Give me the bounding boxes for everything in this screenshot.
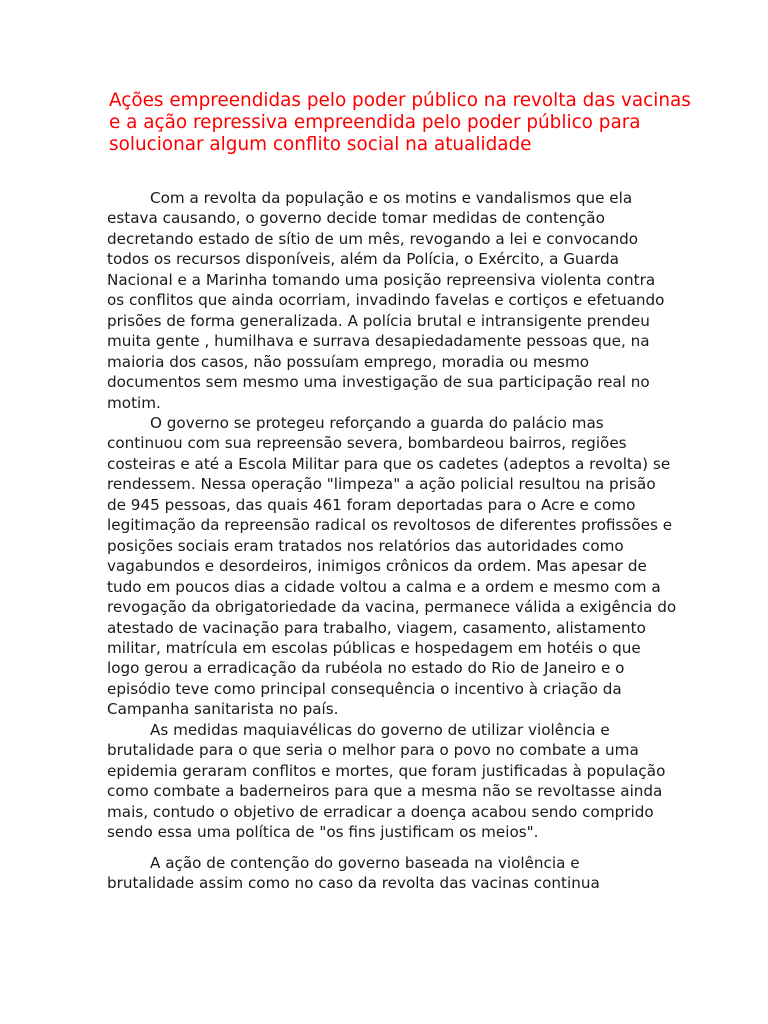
title-line: solucionar algum conflito social na atualidade [109, 134, 532, 155]
text-line: vagabundos e desordeiros, inimigos crônicos da ordem. Mas apesar de [107, 557, 647, 576]
title-line: Ações empreendidas pelo poder público na revolta das vacinas [109, 90, 691, 111]
text-line: militar, matrícula em escolas públicas e hospedagem em hotéis o que [107, 638, 641, 657]
text-line: O governo se protegeu reforçando a guarda do palácio mas [150, 413, 604, 432]
document-title [109, 90, 689, 156]
text-line: epidemia geraram conflitos e mortes, que foram justificadas à população [107, 761, 666, 780]
paragraph-1 [107, 188, 697, 413]
paragraph-2 [107, 413, 697, 720]
text-line: sendo essa uma política de "os fins justificam os meios". [107, 823, 539, 842]
text-line: documentos sem mesmo uma investigação de sua participação real no [107, 373, 650, 392]
text-line: costeiras e até a Escola Militar para que os cadetes (adeptos a revolta) se [107, 454, 671, 473]
text-line: atestado de vacinação para trabalho, viagem, casamento, alistamento [107, 618, 646, 637]
text-line: muita gente , humilhava e surrava desapiedadamente pessoas que, na [107, 332, 650, 351]
text-line: continuou com sua repreensão severa, bombardeou bairros, regiões [107, 434, 627, 453]
text-line: Com a revolta da população e os motins e vandalismos que ela [150, 189, 633, 207]
text-line: estava causando, o governo decide tomar medidas de contenção [107, 209, 605, 228]
text-line: brutalidade assim como no caso da revolta das vacinas continua [107, 874, 600, 893]
paragraph-3 [107, 720, 697, 843]
text-line: Campanha sanitarista no país. [107, 700, 339, 719]
text-line: prisões de forma generalizada. A polícia brutal e intransigente prendeu [107, 311, 650, 330]
text-line: como combate a baderneiros para que a mesma não se revoltasse ainda [107, 782, 663, 801]
paragraph-4 [107, 853, 697, 894]
text-line: logo gerou a erradicação da rubéola no estado do Rio de Janeiro e o [107, 659, 625, 678]
text-line: posições sociais eram tratados nos relatórios das autoridades como [107, 536, 624, 555]
text-line: motim. [107, 393, 161, 412]
text-line: de 945 pessoas, das quais 461 foram deportadas para o Acre e como [107, 495, 636, 514]
text-line: decretando estado de sítio de um mês, revogando a lei e convocando [107, 229, 639, 248]
text-line: maioria dos casos, não possuíam emprego, moradia ou mesmo [107, 352, 590, 371]
text-line: rendessem. Nessa operação "limpeza" a ação policial resultou na prisão [107, 475, 656, 494]
text-line: brutalidade para o que seria o melhor para o povo no combate a uma [107, 741, 639, 760]
text-line: tudo em poucos dias a cidade voltou a calma e a ordem e mesmo com a [107, 577, 661, 596]
text-line: mais, contudo o objetivo de erradicar a doença acabou sendo comprido [107, 802, 654, 821]
text-line: os conflitos que ainda ocorriam, invadindo favelas e cortiços e efetuando [107, 291, 665, 310]
text-line: Nacional e a Marinha tomando uma posição repreensiva violenta contra [107, 270, 656, 289]
title-line: e a ação repressiva empreendida pelo poder público para [109, 112, 641, 133]
text-line: As medidas maquiavélicas do governo de utilizar violência e [150, 720, 610, 739]
text-line: todos os recursos disponíveis, além da Polícia, o Exército, a Guarda [107, 250, 619, 269]
text-line: A ação de contenção do governo baseada na violência e [150, 854, 580, 872]
document-body [107, 188, 697, 894]
text-line: revogação da obrigatoriedade da vacina, permanece válida a exigência do [107, 598, 677, 617]
text-line: legitimação da repreensão radical os revoltosos de diferentes profissões e [107, 516, 673, 535]
text-line: episódio teve como principal consequência o incentivo à criação da [107, 679, 622, 698]
